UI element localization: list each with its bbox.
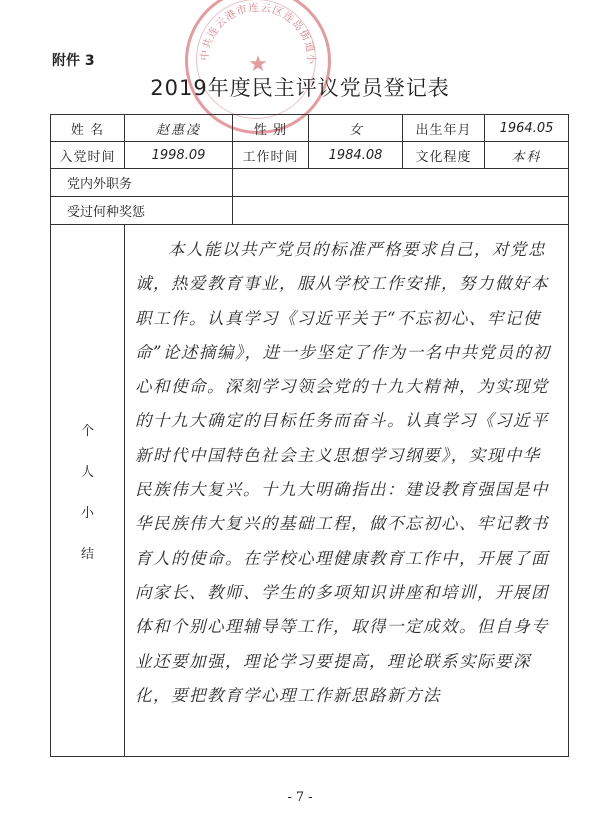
birth-label: 出生年月 <box>403 115 485 142</box>
education-value: 本科 <box>485 142 569 169</box>
join-date-value: 1998.09 <box>125 142 233 169</box>
name-label: 姓 名 <box>51 115 125 142</box>
gender-value: 女 <box>309 115 403 142</box>
summary-label-char: 结 <box>80 546 94 562</box>
seal-star-icon: ★ <box>248 52 268 77</box>
page-title: 2019年度民主评议党员登记表 <box>150 76 450 100</box>
positions-label: 党内外职务 <box>51 169 233 197</box>
attachment-label: 附件 3 <box>52 53 95 69</box>
work-date-label: 工作时间 <box>233 142 309 169</box>
name-value: 赵惠凌 <box>125 115 233 142</box>
summary-label <box>51 225 125 757</box>
summary-label-char: 人 <box>80 464 94 480</box>
seal-text: 中共连云港市连云区连岛街道小 <box>198 1 318 66</box>
awards-value <box>233 197 569 225</box>
awards-label: 受过何种奖惩 <box>51 197 233 225</box>
summary-label-char: 小 <box>80 505 94 521</box>
page-number: - 7 - <box>287 790 313 805</box>
summary-label-char: 个 <box>80 423 94 439</box>
personal-summary-text: 本人能以共产党员的标准严格要求自己，对党忠诚，热爱教育事业，服从学校工作安排，努力做好本职工作。认真学习《习近平关于“不忘初心、牢记使命”论述摘编》，进一步坚定了作为一名中共党员的初心和使命。深刻学习领会党的十九大精神，为实现党的十九大确定的目标任务而奋斗。认真学习《习近平新时代中国特色社会主义思想学习纲要》，实现中华民族伟大复兴。十九大明确指出：建设教育强国是中华民族伟大复兴的基础工程，做不忘初心、牢记教书育人的使命。在学校心理健康教育工作中，开展了面向家长、教师、学生的多项知识讲座和培训，开展团体和个别心理辅导等工作，取得一定成效。但自身专业还要加强，理论学习要提高，理论联系实际要深化，要把教育学心理工作新思路新方法 <box>135 240 551 705</box>
seal-text-ring <box>188 0 328 131</box>
summary-cell <box>125 225 569 757</box>
work-date-value: 1984.08 <box>309 142 403 169</box>
gender-label: 性 别 <box>233 115 309 142</box>
join-date-label: 入党时间 <box>51 142 125 169</box>
birth-value: 1964.05 <box>485 115 569 142</box>
education-label: 文化程度 <box>403 142 485 169</box>
registration-form <box>50 114 569 757</box>
positions-value <box>233 169 569 197</box>
